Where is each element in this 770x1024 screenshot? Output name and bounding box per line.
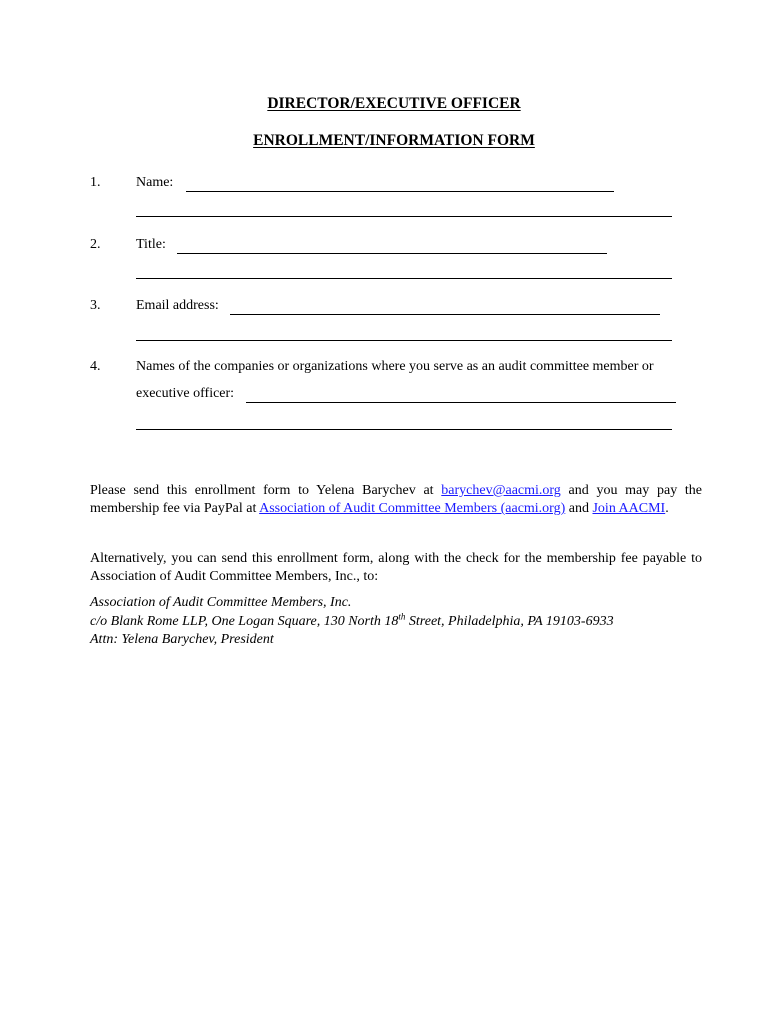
address-line-2-b: Street, Philadelphia, PA 19103-6933 bbox=[405, 613, 614, 629]
alternative-paragraph: Alternatively, you can send this enrollment form, along with the check for the membership fee payable to Association of Audit Committee Members, Inc., to: bbox=[90, 551, 702, 584]
address-line-2 bbox=[90, 610, 730, 632]
name-field-line-2[interactable] bbox=[136, 216, 672, 217]
email-link[interactable]: barychev@aacmi.org bbox=[441, 483, 561, 498]
email-field-line-1[interactable] bbox=[230, 314, 660, 315]
form-title-line2: ENROLLMENT/INFORMATION FORM bbox=[253, 132, 535, 149]
form-title-line1: DIRECTOR/EXECUTIVE OFFICER bbox=[267, 95, 521, 112]
instructions-text-d: . bbox=[665, 501, 669, 516]
item-number-3: 3. bbox=[90, 298, 101, 313]
organizations-field-line-1[interactable] bbox=[246, 402, 676, 403]
address-ordinal-suffix: th bbox=[398, 610, 406, 621]
aacmi-paypal-link[interactable]: Association of Audit Committee Members (aacmi.org) bbox=[259, 501, 566, 516]
join-aacmi-link[interactable]: Join AACMI bbox=[592, 501, 666, 516]
email-label: Email address: bbox=[136, 298, 219, 313]
title-label: Title: bbox=[136, 237, 166, 252]
instructions-text-b: and you may pay the membership fee via PayPal at bbox=[90, 483, 703, 516]
instructions-text-a: Please send this enrollment form to Yelena Barychev at bbox=[90, 483, 442, 498]
item-number-2: 2. bbox=[90, 237, 101, 252]
organizations-field-line-2[interactable] bbox=[136, 429, 672, 430]
item-number-4: 4. bbox=[90, 359, 101, 374]
title-field-line-2[interactable] bbox=[136, 278, 672, 279]
organizations-label-line1: Names of the companies or organizations where you serve as an audit committee member or bbox=[136, 359, 654, 374]
name-field-line-1[interactable] bbox=[186, 191, 614, 192]
address-line-2-a: c/o Blank Rome LLP, One Logan Square, 130 North 18 bbox=[90, 613, 399, 629]
instructions-paragraph bbox=[90, 482, 702, 518]
address-line-1: Association of Audit Committee Members, Inc. bbox=[90, 595, 352, 610]
mailing-address bbox=[90, 594, 730, 650]
title-field-line-1[interactable] bbox=[177, 253, 607, 254]
name-label: Name: bbox=[136, 175, 174, 190]
instructions-text-c: and bbox=[565, 501, 593, 516]
email-field-line-2[interactable] bbox=[136, 340, 672, 341]
address-line-3: Attn: Yelena Barychev, President bbox=[90, 632, 274, 647]
organizations-label-line2: executive officer: bbox=[136, 386, 235, 401]
item-number-1: 1. bbox=[90, 175, 101, 190]
